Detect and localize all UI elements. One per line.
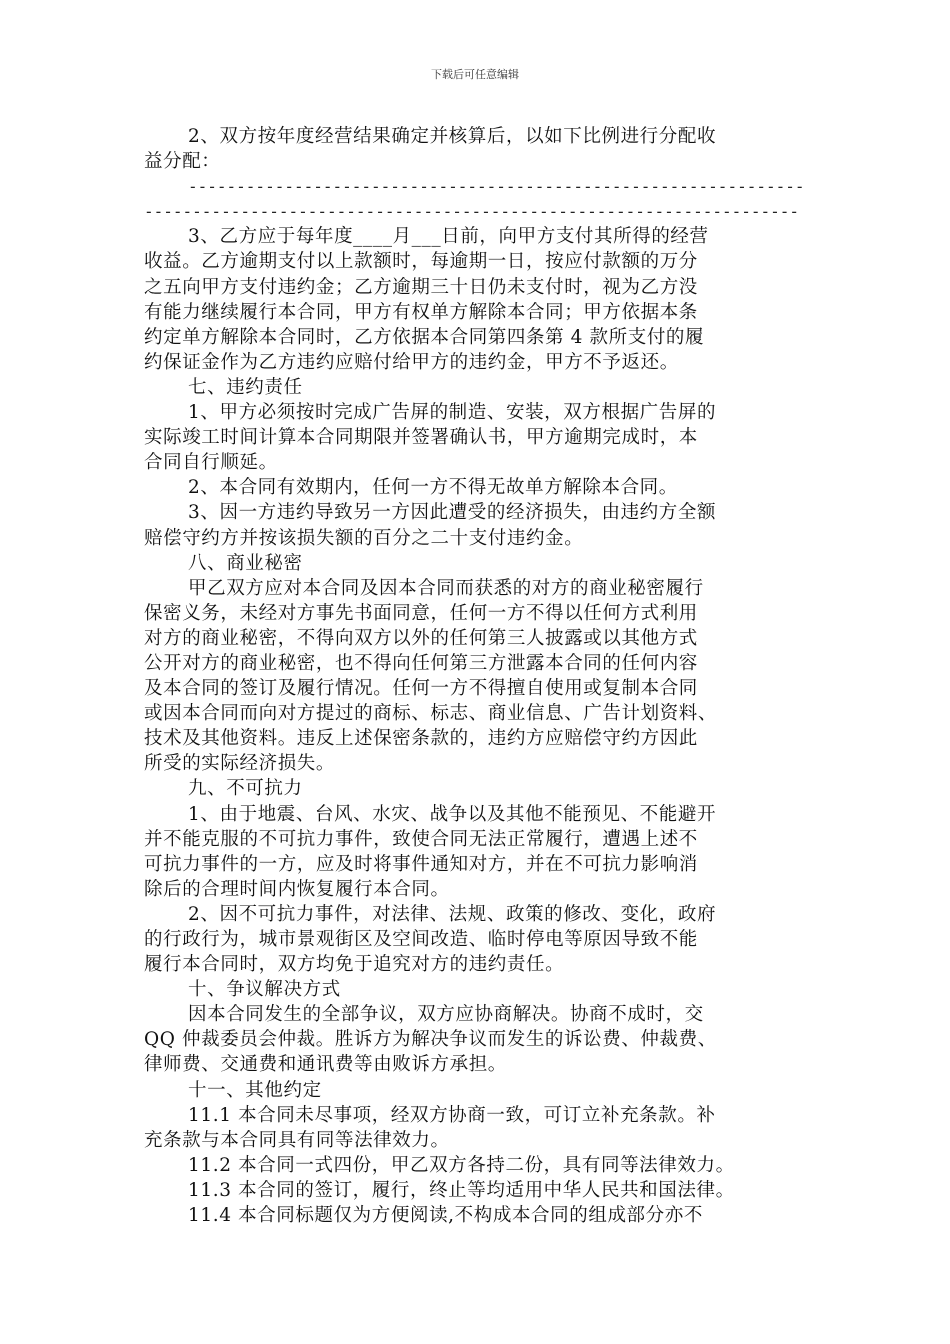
paragraph-line: 保密义务，未经对方事先书面同意，任何一方不得以任何方式利用 xyxy=(144,602,698,624)
paragraph-line: 11.3 本合同的签订，履行，终止等均适用中华人民共和国法律。 xyxy=(188,1179,735,1201)
paragraph-line: 1、由于地震、台风、水灾、战争以及其他不能预见、不能避开 xyxy=(188,803,717,825)
paragraph-line: 的行政行为，城市景观街区及空间改造、临时停电等原因导致不能 xyxy=(144,929,698,950)
paragraph-line: 11.4 本合同标题仅为方便阅读,不构成本合同的组成部分亦不 xyxy=(188,1205,703,1227)
paragraph-line: 履行本合同时，双方均免于追究对方的违约责任。 xyxy=(144,954,565,976)
paragraph-line: 益分配： xyxy=(144,151,221,173)
paragraph-line: 所受的实际经济损失。 xyxy=(144,753,336,775)
paragraph-line: 3、因一方违约导致另一方因此遭受的经济损失，由违约方全额 xyxy=(188,502,717,524)
paragraph-line: 十一、其他约定 xyxy=(188,1079,322,1101)
paragraph-line: 实际竣工时间计算本合同期限并签署确认书，甲方逾期完成时，本 xyxy=(144,427,698,449)
paragraph-line: 赔偿守约方并按该损失额的百分之二十支付违约金。 xyxy=(144,527,584,549)
document-body xyxy=(144,124,808,1228)
paragraph-line: 八、商业秘密 xyxy=(188,552,303,574)
blank-fill-line: -------------------------------------------------------------------- xyxy=(144,202,800,222)
paragraph-line: 甲乙双方应对本合同及因本合同而获悉的对方的商业秘密履行 xyxy=(188,577,704,599)
paragraph-line: 2、双方按年度经营结果确定并核算后，以如下比例进行分配收 xyxy=(188,126,717,147)
paragraph-line: 约定单方解除本合同时，乙方依据本合同第四条第 4 款所支付的履 xyxy=(144,326,705,348)
paragraph-line: 有能力继续履行本合同，甲方有权单方解除本合同；甲方依据本条 xyxy=(144,301,698,323)
paragraph-line: 1、甲方必须按时完成广告屏的制造、安装，双方根据广告屏的 xyxy=(188,402,717,424)
blank-fill-line: ---------------------------------------------------------------- xyxy=(188,177,805,197)
paragraph-line: 之五向甲方支付违约金；乙方逾期三十日仍未支付时，视为乙方没 xyxy=(144,276,698,298)
paragraph-line: 七、违约责任 xyxy=(188,376,303,398)
paragraph-line: 充条款与本合同具有同等法律效力。 xyxy=(144,1129,450,1151)
paragraph-line: 2、本合同有效期内，任何一方不得无故单方解除本合同。 xyxy=(188,477,678,499)
paragraph-line: 因本合同发生的全部争议，双方应协商解决。协商不成时，交 xyxy=(188,1004,704,1026)
paragraph-line: 律师费、交通费和通讯费等由败诉方承担。 xyxy=(144,1054,507,1076)
page-header: 下载后可任意编辑 xyxy=(431,68,519,81)
paragraph-line: 11.1 本合同未尽事项，经双方协商一致，可订立补充条款。补 xyxy=(188,1104,716,1126)
paragraph-line: 及本合同的签订及履行情况。任何一方不得擅自使用或复制本合同 xyxy=(144,678,698,700)
paragraph-line: 收益。乙方逾期支付以上款额时，每逾期一日，按应付款额的万分 xyxy=(144,251,698,273)
paragraph-line: 除后的合理时间内恢复履行本合同。 xyxy=(144,878,450,900)
paragraph-line: 11.2 本合同一式四份，甲乙双方各持二份，具有同等法律效力。 xyxy=(188,1154,735,1176)
paragraph-line: 九、不可抗力 xyxy=(188,778,303,800)
paragraph-line: QQ 仲裁委员会仲裁。胜诉方为解决争议而发生的诉讼费、仲裁费、 xyxy=(144,1029,717,1051)
paragraph-line: 2、因不可抗力事件，对法律、法规、政策的修改、变化，政府 xyxy=(188,903,717,925)
paragraph-line: 技术及其他资料。违反上述保密条款的，违约方应赔偿守约方因此 xyxy=(144,728,698,750)
paragraph-line: 3、乙方应于每年度____月___日前，向甲方支付其所得的经营 xyxy=(188,226,709,248)
paragraph-line: 并不能克服的不可抗力事件，致使合同无法正常履行，遭遇上述不 xyxy=(144,828,698,850)
paragraph-line: 公开对方的商业秘密，也不得向任何第三方泄露本合同的任何内容 xyxy=(144,652,698,674)
paragraph-line: 约保证金作为乙方违约应赔付给甲方的违约金，甲方不予返还。 xyxy=(144,351,679,373)
paragraph-line: 或因本合同而向对方提过的商标、标志、商业信息、广告计划资料、 xyxy=(144,703,718,725)
paragraph-line: 对方的商业秘密，不得向双方以外的任何第三人披露或以其他方式 xyxy=(144,627,698,649)
paragraph-line: 十、争议解决方式 xyxy=(188,979,341,1001)
paragraph-line: 可抗力事件的一方，应及时将事件通知对方，并在不可抗力影响消 xyxy=(144,853,698,875)
paragraph-line: 合同自行顺延。 xyxy=(144,452,278,474)
